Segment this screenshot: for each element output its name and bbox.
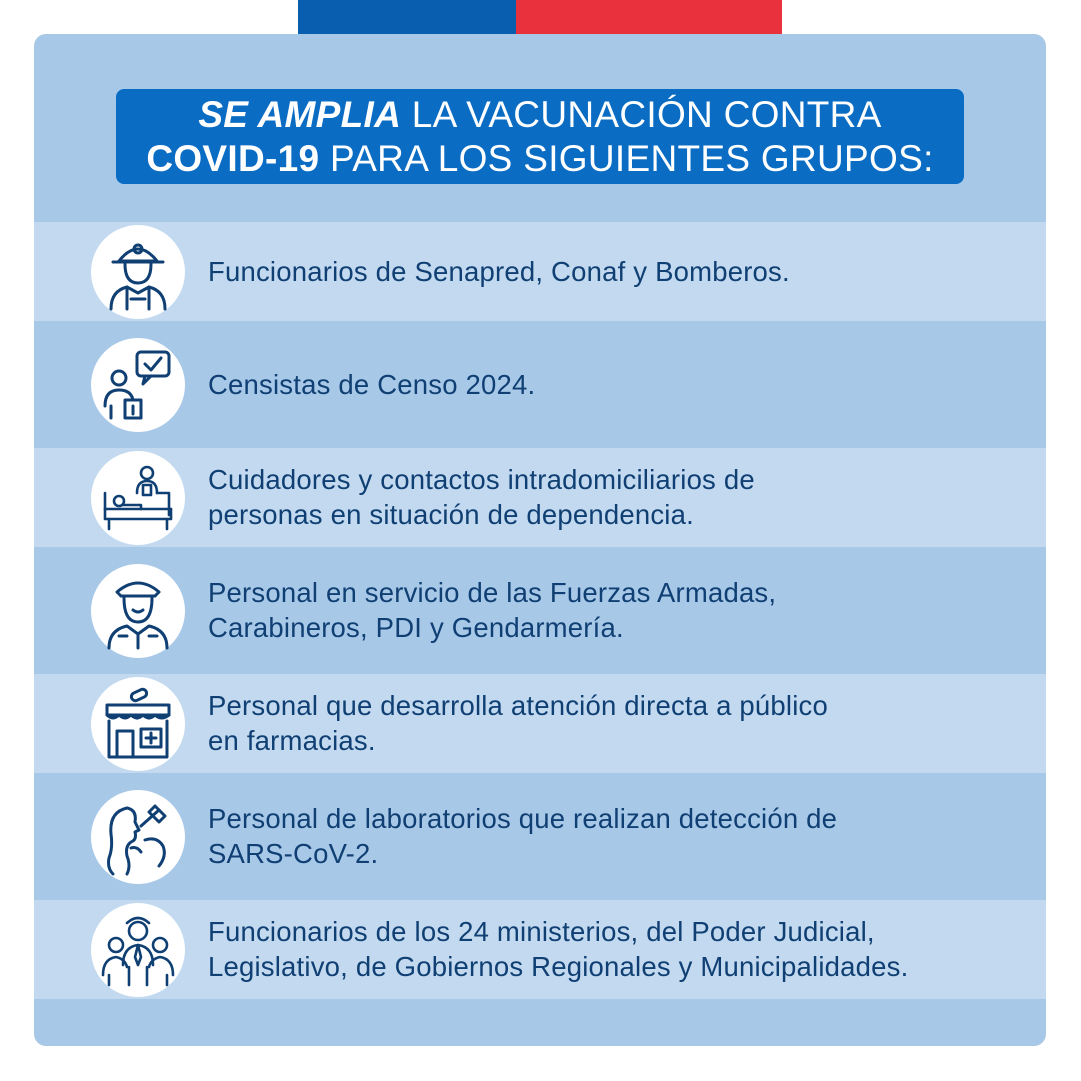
list-item-line: Funcionarios de Senapred, Conaf y Bomberos. bbox=[208, 256, 790, 287]
list-item-text bbox=[208, 462, 1016, 532]
flag-blue-stripe bbox=[298, 0, 516, 34]
list-item-text bbox=[208, 914, 1016, 984]
title-text-2: PARA LOS SIGUIENTES GRUPOS: bbox=[319, 138, 934, 179]
census-worker-icon bbox=[91, 338, 185, 432]
list-item bbox=[34, 448, 1046, 547]
list-item-line: Personal que desarrolla atención directa a público bbox=[208, 690, 828, 721]
list-item-text bbox=[208, 254, 1016, 289]
nasal-swab-icon bbox=[91, 790, 185, 884]
list-item bbox=[34, 674, 1046, 773]
list-item-line: Carabineros, PDI y Gendarmería. bbox=[208, 612, 624, 643]
officials-group-icon bbox=[91, 903, 185, 997]
list-item-line: Funcionarios de los 24 ministerios, del Poder Judicial, bbox=[208, 916, 875, 947]
list-item bbox=[34, 773, 1046, 900]
list-item-text bbox=[208, 575, 1016, 645]
list-item-line: en farmacias. bbox=[208, 725, 376, 756]
list-item bbox=[34, 321, 1046, 448]
flag-red-stripe bbox=[516, 0, 782, 34]
title-text-1: LA VACUNACIÓN CONTRA bbox=[401, 94, 882, 135]
list-item-line: Personal de laboratorios que realizan detección de bbox=[208, 803, 838, 834]
list-item-line: personas en situación de dependencia. bbox=[208, 499, 694, 530]
info-card bbox=[34, 34, 1046, 1046]
list-item-text bbox=[208, 367, 1016, 402]
title-banner bbox=[116, 89, 964, 184]
police-officer-icon bbox=[91, 564, 185, 658]
list-item bbox=[34, 900, 1046, 999]
list-item-line: Cuidadores y contactos intradomiciliarios de bbox=[208, 464, 755, 495]
list-item-line: Legislativo, de Gobiernos Regionales y Municipalidades. bbox=[208, 951, 909, 982]
list-item-text bbox=[208, 688, 1016, 758]
title-emphasis: SE AMPLIA bbox=[198, 94, 402, 135]
title-covid: COVID-19 bbox=[146, 138, 320, 179]
list-item bbox=[34, 222, 1046, 321]
caregiver-icon bbox=[91, 451, 185, 545]
pharmacy-icon bbox=[91, 677, 185, 771]
list-item bbox=[34, 547, 1046, 674]
list-item-line: SARS-CoV-2. bbox=[208, 838, 379, 869]
list-item-text bbox=[208, 801, 1016, 871]
list-item-line: Censistas de Censo 2024. bbox=[208, 369, 536, 400]
firefighter-icon bbox=[91, 225, 185, 319]
list-item-line: Personal en servicio de las Fuerzas Armadas, bbox=[208, 577, 777, 608]
